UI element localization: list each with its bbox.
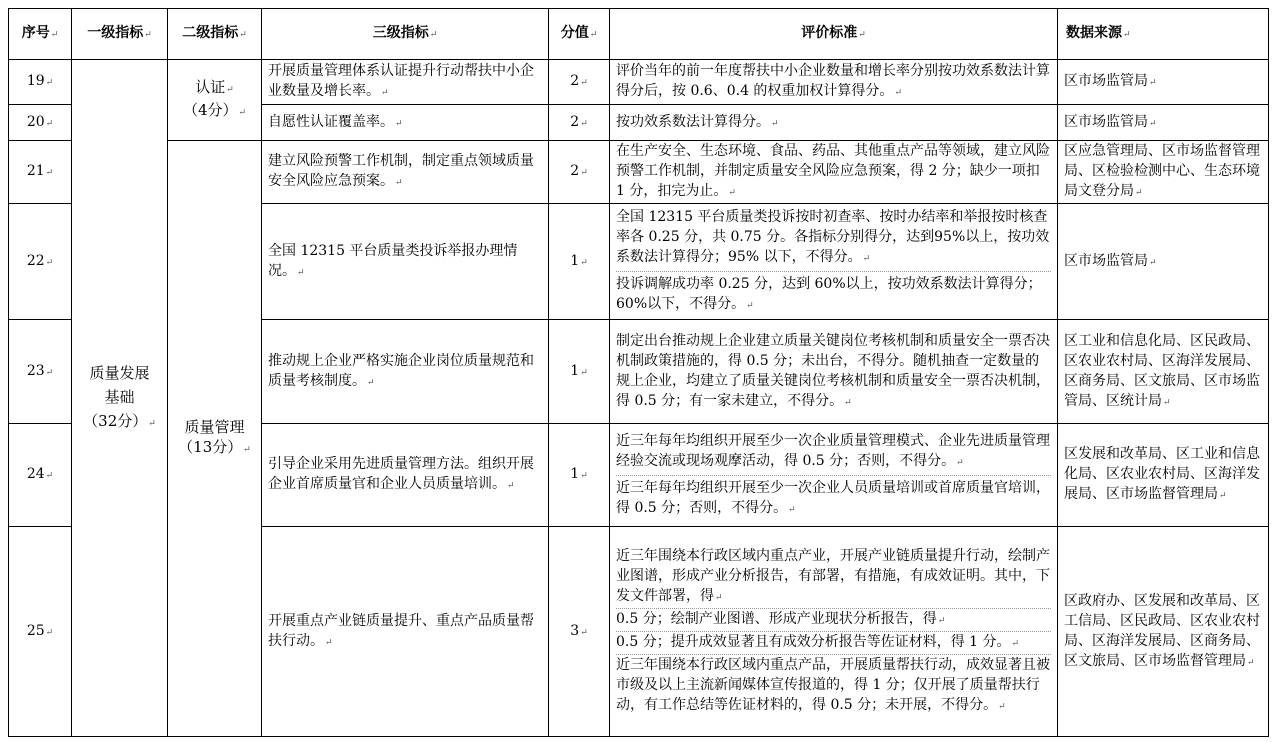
indicator-cell: 引导企业采用先进质量管理方法。组织开展企业首席质量官和企业人员质量培训。 ↵ <box>262 424 549 527</box>
criteria-cell: 评价当年的前一年度帮扶中小企业数量和增长率分别按功效系数法计算得分后，按 0.6、0.4 的权重加权计算得分。 ↵ <box>610 60 1058 105</box>
criteria-cell <box>610 204 1058 320</box>
score-cell: 3 ↵ <box>549 527 610 737</box>
indicator-cell: 建立风险预警工作机制，制定重点领域质量安全风险应急预案。 ↵ <box>262 141 549 204</box>
criteria-segment: 近三年每年均组织开展至少一次企业人员质量培训或首席质量官培训，得 0.5 分；否则，不得分。 ↵ <box>616 475 1051 522</box>
score-cell: 1 ↵ <box>549 204 610 320</box>
level2-cell-certification <box>168 60 262 141</box>
source-cell: 区政府办、区发展和改革局、区工信局、区民政局、区农业农村局、区海洋发展局、区商务局、区文旅局、区市场监督管理局 ↵ <box>1058 527 1269 737</box>
criteria-cell: 制定出台推动规上企业建立质量关键岗位考核机制和质量安全一票否决机制政策措施的，得 0.5 分；未出台，不得分。随机抽查一定数量的规上企业，均建立了质量关键岗位考核机制和质量安全一票否决机制，得 0.5 分；有一家未建立，不得分。 ↵ <box>610 320 1058 424</box>
source-cell: 区工业和信息化局、区民政局、区农业农村局、区海洋发展局、区商务局、区文旅局、区市场监管局、区统计局 ↵ <box>1058 320 1269 424</box>
criteria-cell <box>610 527 1058 737</box>
source-cell: 区市场监管局 ↵ <box>1058 60 1269 105</box>
table-row <box>9 141 1269 204</box>
criteria-segment: 0.5 分；绘制产业图谱、形成产业现状分析报告，得 ↵ <box>616 608 1051 631</box>
criteria-segment: 投诉调解成功率 0.25 分，达到 60%以上，按功效系数法计算得分；60%以下，不得分。 ↵ <box>616 271 1051 318</box>
header-level3: 三级指标 ↵ <box>262 9 549 60</box>
score-cell: 1 ↵ <box>549 424 610 527</box>
score-cell: 2 ↵ <box>549 60 610 105</box>
level2-name: 质量管理 <box>184 418 245 436</box>
source-cell: 区市场监管局 ↵ <box>1058 105 1269 141</box>
criteria-segment: 近三年围绕本行政区域内重点产业，开展产业链质量提升行动，绘制产业图谱，形成产业分析报告，有部署，有措施，有成效证明。其中，下发文件部署，得 ↵ <box>616 546 1051 608</box>
seq-cell: 23 ↵ <box>9 320 72 424</box>
level2-score: （4分） <box>182 101 238 119</box>
criteria-cell: 在生产安全、生态环境、食品、药品、其他重点产品等领域，建立风险预警工作机制，并制定质量安全风险应急预案，得 2 分；缺少一项扣 1 分，扣完为止。 ↵ <box>610 141 1058 204</box>
level2-name: 认证 <box>195 78 226 96</box>
table-row <box>9 60 1269 105</box>
seq-cell: 24 ↵ <box>9 424 72 527</box>
level1-name: 质量发展基础 <box>89 363 150 406</box>
level1-score: （32分） <box>83 411 148 430</box>
source-cell: 区应急管理局、区市场监督管理局、区检验检测中心、生态环境局文登分局 ↵ <box>1058 141 1269 204</box>
source-cell: 区市场监管局 ↵ <box>1058 204 1269 320</box>
indicator-cell: 推动规上企业严格实施企业岗位质量规范和质量考核制度。 ↵ <box>262 320 549 424</box>
indicator-cell: 开展重点产业链质量提升、重点产品质量帮扶行动。 ↵ <box>262 527 549 737</box>
header-level2: 二级指标 ↵ <box>168 9 262 60</box>
criteria-cell <box>610 424 1058 527</box>
header-level1: 一级指标 ↵ <box>72 9 168 60</box>
level2-score: （13分） <box>178 438 243 456</box>
seq-cell: 19 ↵ <box>9 60 72 105</box>
header-criteria: 评价标准 ↵ <box>610 9 1058 60</box>
source-cell: 区发展和改革局、区工业和信息化局、区农业农村局、区海洋发展局、区市场监督管理局 ↵ <box>1058 424 1269 527</box>
level1-cell <box>72 60 168 737</box>
level2-cell-quality-management <box>168 141 262 737</box>
criteria-segment: 近三年围绕本行政区域内重点产品，开展质量帮扶行动，成效显著且被市级及以上主流新闻媒体宣传报道的，得 1 分；仅开展了质量帮扶行动，有工作总结等佐证材料的，得 0.5 分；未开展，不得分。 ↵ <box>616 654 1051 717</box>
header-row <box>9 9 1269 60</box>
seq-cell: 21 ↵ <box>9 141 72 204</box>
indicator-cell: 自愿性认证覆盖率。 ↵ <box>262 105 549 141</box>
criteria-segment: 近三年每年均组织开展至少一次企业质量管理模式、企业先进质量管理经验交流或现场观摩活动，得 0.5 分；否则，不得分。 ↵ <box>616 429 1051 475</box>
indicator-table <box>8 8 1269 737</box>
criteria-cell: 按功效系数法计算得分。 ↵ <box>610 105 1058 141</box>
header-source: 数据来源 ↵ <box>1058 9 1269 60</box>
header-seq: 序号 ↵ <box>9 9 72 60</box>
seq-cell: 20 ↵ <box>9 105 72 141</box>
seq-cell: 22 ↵ <box>9 204 72 320</box>
score-cell: 2 ↵ <box>549 141 610 204</box>
seq-cell: 25 ↵ <box>9 527 72 737</box>
score-cell: 1 ↵ <box>549 320 610 424</box>
indicator-cell: 开展质量管理体系认证提升行动帮扶中小企业数量及增长率。 ↵ <box>262 60 549 105</box>
criteria-segment: 全国 12315 平台质量类投诉按时初查率、按时办结率和举报按时核查率各 0.25 分，共 0.75 分。各指标分别得分，达到95%以上，按功效系数法计算得分；95% 以下，不得分。 ↵ <box>616 205 1051 271</box>
indicator-cell: 全国 12315 平台质量类投诉举报办理情况。 ↵ <box>262 204 549 320</box>
criteria-segment: 0.5 分；提升成效显著且有成效分析报告等佐证材料，得 1 分。 ↵ <box>616 631 1051 654</box>
score-cell: 2 ↵ <box>549 105 610 141</box>
header-score: 分值 ↵ <box>549 9 610 60</box>
